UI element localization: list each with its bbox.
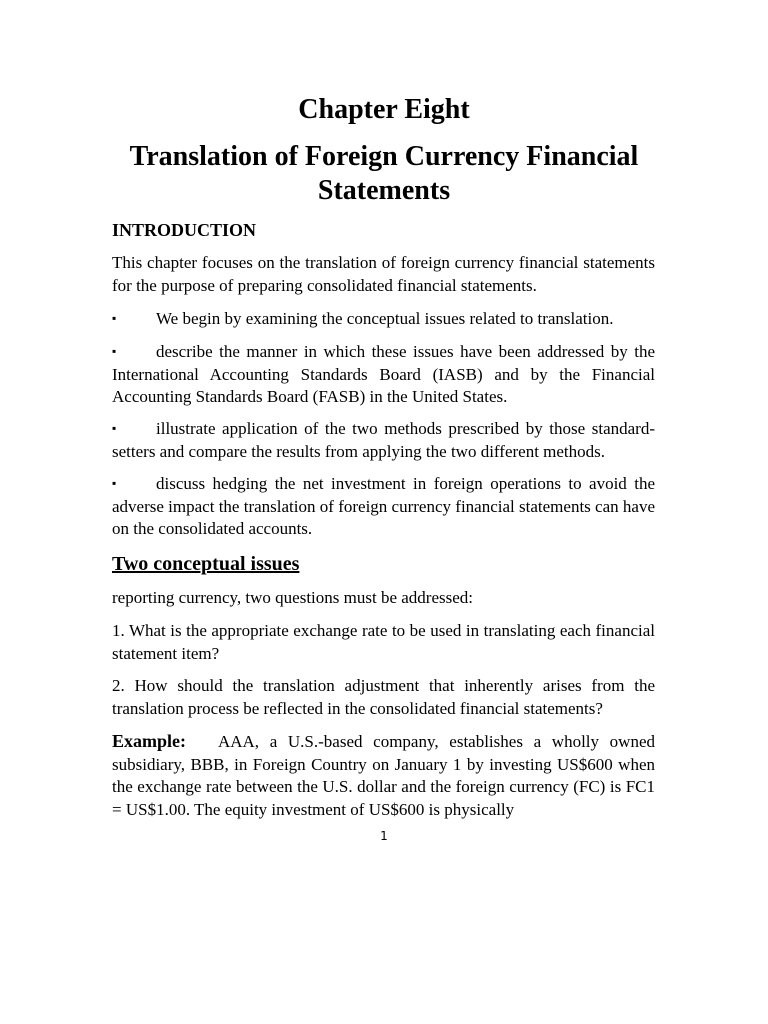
chapter-label: Chapter Eight: [298, 94, 470, 125]
chapter-title: Translation of Foreign Currency Financial Statements: [129, 141, 639, 206]
bullet-item-1: [112, 307, 655, 331]
example-label: Example:: [112, 731, 186, 751]
section-heading: Two conceptual issues: [112, 553, 300, 575]
question-2: 2. How should the translation adjustment that inherently arises from the translation process be reflected in the consolidated financial statements?: [112, 676, 655, 718]
example-text: AAA, a U.S.-based company, establishes a wholly owned subsidiary, BBB, in Foreign Country on January 1 by investing US$600 when the exchange rate between the U.S. dollar and the foreign currency (FC) is FC1 = US$1.00. The equity investment of US$600 is physically: [112, 732, 655, 819]
bullet-item-3: [112, 417, 655, 463]
bullet-text: We begin by examining the conceptual issues related to translation.: [156, 309, 614, 328]
question-1: 1. What is the appropriate exchange rate to be used in translating each financial statement item?: [112, 621, 655, 663]
bullet-marker: ▪: [112, 421, 117, 435]
introduction-heading: INTRODUCTION: [112, 220, 257, 240]
introduction-paragraph: This chapter focuses on the translation of foreign currency financial statements for the purpose of preparing consolidated financial statements.: [112, 253, 655, 295]
section-lead: reporting currency, two questions must be addressed:: [112, 588, 474, 607]
example-paragraph: [112, 730, 655, 821]
bullet-text: discuss hedging the net investment in foreign operations to avoid the adverse impact the translation of foreign currency financial statements can have on the consolidated accounts.: [112, 474, 655, 538]
page-number: 1: [380, 829, 388, 843]
bullet-marker: ▪: [112, 344, 117, 358]
bullet-marker: ▪: [112, 311, 117, 325]
bullet-item-2: [112, 340, 655, 409]
bullet-marker: ▪: [112, 476, 117, 490]
bullet-text: describe the manner in which these issues have been addressed by the International Accounting Standards Board (IASB) and by the Financial Accounting Standards Board (FASB) in the United States.: [112, 342, 655, 406]
bullet-item-4: [112, 472, 655, 541]
bullet-text: illustrate application of the two methods prescribed by those standard-setters and compare the results from applying the two different methods.: [112, 419, 655, 461]
